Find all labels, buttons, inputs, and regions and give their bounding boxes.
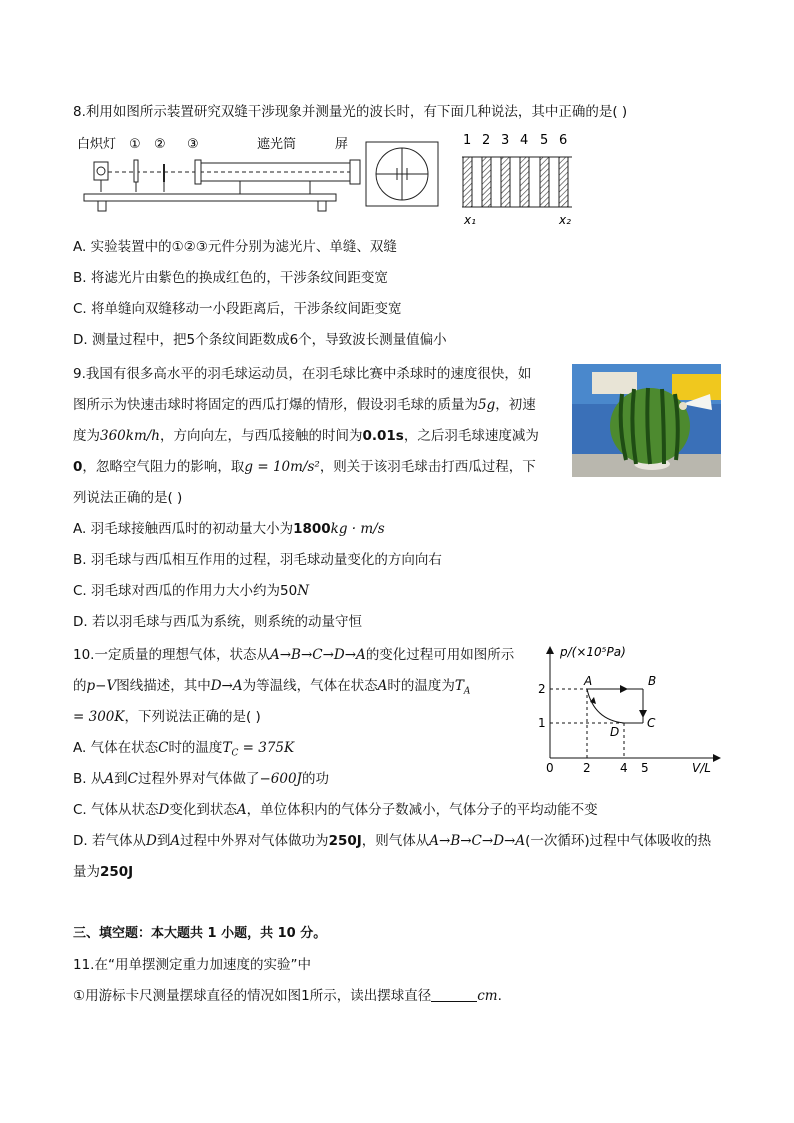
- optical-bench: [84, 194, 336, 201]
- fringe-6: [559, 157, 568, 207]
- q10-option-b: B. 从A到C过程外界对气体做了−600J的功: [73, 771, 329, 787]
- q9-option-d: D. 若以羽毛球与西瓜为系统，则系统的动量守恒: [73, 614, 362, 630]
- component3-label: ③: [187, 137, 199, 152]
- fringe-num-3: 3: [501, 133, 510, 148]
- lamp-label: 白炽灯: [77, 137, 117, 152]
- x1-label: x₁: [464, 213, 476, 227]
- fringe-1: [463, 157, 472, 207]
- lamp-icon: [94, 162, 108, 180]
- pv-graph: [532, 640, 732, 780]
- q9-line5: 列说法正确的是( ): [73, 490, 183, 506]
- pv-xtick-4: 4: [620, 761, 628, 775]
- section3-heading: 三、填空题：本大题共 1 小题，共 10 分。: [73, 926, 327, 941]
- filter-element: [134, 160, 138, 182]
- pv-point-d: D: [610, 725, 620, 739]
- q10-option-d-cont: 量为250J: [73, 864, 134, 880]
- q9-line1: 9.我国有很多高水平的羽毛球运动员，在羽毛球比赛中杀球时的速度很快，如: [73, 366, 532, 382]
- fringe-4: [520, 157, 529, 207]
- pv-point-a: A: [584, 674, 593, 688]
- fringe-num-4: 4: [520, 133, 529, 148]
- q10-option-a: A. 气体在状态C时的温度$T_C = 375K$: [73, 740, 295, 759]
- q8-option-a: A. 实验装置中的①②③元件分别为滤光片、单缝、双缝: [73, 239, 397, 255]
- q9-line4: 0，忽略空气阻力的影响，取g = 10m/s²，则关于该羽毛球击打西瓜过程，下: [73, 459, 536, 475]
- fringe-2: [482, 157, 491, 207]
- q9-option-c: C. 羽毛球对西瓜的作用力大小约为50N: [73, 583, 310, 599]
- q11-line1: 11.在“用单摆测定重力加速度的实验”中: [73, 957, 311, 973]
- pv-isotherm-da: [587, 689, 624, 723]
- q9-line3: 度为360km/h，方向向左，与西瓜接触的时间为0.01s，之后羽毛球速度减为: [73, 428, 539, 444]
- q9-option-a: A. 羽毛球接触西瓜时的初动量大小为1800kg · m/s: [73, 521, 385, 537]
- x2-label: x₂: [559, 213, 571, 227]
- fringe-3: [501, 157, 510, 207]
- q8-stem: 8.利用如图所示装置研究双缝干涉现象并测量光的波长时，有下面几种说法，其中正确的是( ): [73, 104, 628, 120]
- screen-label: 屏: [335, 137, 349, 152]
- q10-line2: 的p−V图线描述，其中D→A为等温线，气体在状态A时的温度为$T_A$: [73, 678, 471, 697]
- fringe-num-5: 5: [540, 133, 549, 148]
- q9-line2: 图所示为快速击球时将固定的西瓜打爆的情形，假设羽毛球的质量为5g，初速: [73, 397, 536, 413]
- q8-option-c: C. 将单缝向双缝移动一小段距离后，干涉条纹间距变宽: [73, 301, 402, 317]
- pv-xtick-0: 0: [546, 761, 554, 775]
- pv-ytick-2: 2: [538, 682, 546, 696]
- pv-ytick-1: 1: [538, 716, 546, 730]
- pv-point-b: B: [648, 674, 657, 688]
- q8-option-d: D. 测量过程中，把5个条纹间距数成6个，导致波长测量值偏小: [73, 332, 447, 348]
- q11-line2: ①用游标卡尺测量摆球直径的情况如图1所示，读出摆球直径 cm.: [73, 988, 502, 1004]
- q10-option-c: C. 气体从状态D变化到状态A，单位体积内的气体分子数减小，气体分子的平均动能不变: [73, 802, 598, 818]
- q8-apparatus-figure: [72, 130, 582, 230]
- q8-option-b: B. 将滤光片由紫色的换成红色的，干涉条纹间距变宽: [73, 270, 388, 286]
- component2-label: ②: [154, 137, 166, 152]
- pv-xtick-5: 5: [641, 761, 649, 775]
- fringe-5: [540, 157, 549, 207]
- q9-option-b: B. 羽毛球与西瓜相互作用的过程，羽毛球动量变化的方向向右: [73, 552, 442, 568]
- q10-line1: 10.一定质量的理想气体，状态从A→B→C→D→A的变化过程可用如图所示: [73, 647, 515, 663]
- tube-label: 遮光筒: [257, 137, 297, 152]
- component1-label: ①: [129, 137, 141, 152]
- answer-blank[interactable]: [431, 986, 477, 1002]
- fringe-num-6: 6: [559, 133, 568, 148]
- watermelon-photo: [572, 364, 721, 477]
- pv-ylabel: p/(×10⁵Pa): [560, 645, 626, 659]
- q10-option-d: D. 若气体从D到A过程中外界对气体做功为250J，则气体从A→B→C→D→A(一次循环)过程中气体吸收的热: [73, 833, 712, 849]
- pv-point-c: C: [647, 716, 656, 730]
- pv-xlabel: V/L: [692, 761, 711, 775]
- q10-line3: = 300K，下列说法正确的是( ): [73, 709, 261, 725]
- pv-xtick-2: 2: [583, 761, 591, 775]
- fringe-num-2: 2: [482, 133, 491, 148]
- fringe-num-1: 1: [463, 133, 472, 148]
